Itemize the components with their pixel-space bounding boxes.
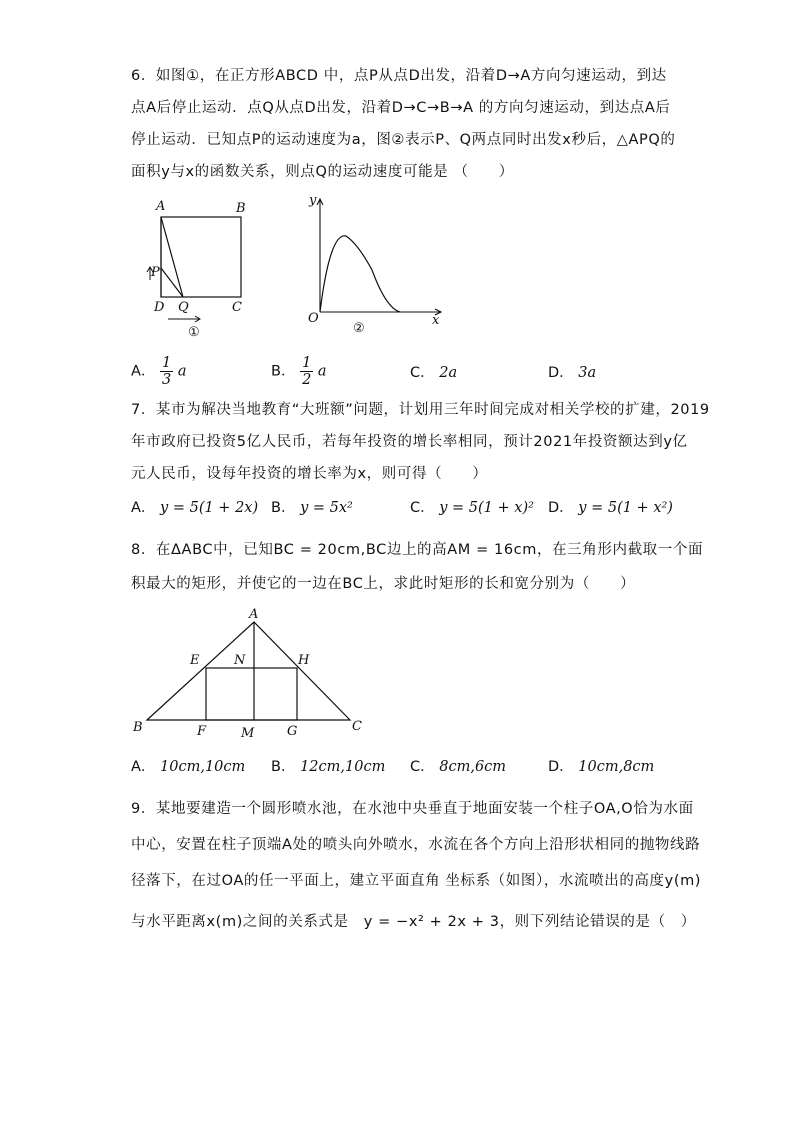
q7-line-3: 元人民币，设每年投资的增长率为x，则可得（ ） xyxy=(131,466,488,482)
q7-option-d[interactable]: D． y = 5(1 + x²) xyxy=(548,500,673,516)
label-C: C xyxy=(232,300,242,315)
q9-line-4: 与水平距离x(m)之间的关系式是 y = −x² + 2x + 3，则下列结论错误的是（ ） xyxy=(131,914,696,930)
label-G: G xyxy=(287,724,298,739)
origin-label: O xyxy=(308,311,319,326)
label-D: D xyxy=(154,300,165,315)
figure-1-label: ① xyxy=(188,325,200,340)
label-N: N xyxy=(234,653,246,668)
q7-line-2: 年市政府已投资5亿人民币，若每年投资的增长率相同，预计2021年投资额达到y亿 xyxy=(131,434,688,450)
q6-figure-2-graph xyxy=(300,192,450,342)
q7-option-b[interactable]: B． y = 5x² xyxy=(271,500,353,516)
label-B: B xyxy=(236,201,246,216)
q8-option-a[interactable]: A． 10cm,10cm xyxy=(131,759,246,775)
axis-x-label: x xyxy=(432,313,440,328)
figure-2-label: ② xyxy=(353,321,365,336)
q6-figure-1-square xyxy=(140,196,255,341)
q9-line-1: 9．某地要建造一个圆形喷水池，在水池中央垂直于地面安装一个柱子OA,O恰为水面 xyxy=(131,801,694,817)
label-H: H xyxy=(298,653,310,668)
label-C: C xyxy=(352,719,362,734)
q6-option-d[interactable]: D． 3a xyxy=(548,365,597,381)
q9-line-2: 中心，安置在柱子顶端A处的喷头向外喷水，水流在各个方向上沿形状相同的抛物线路 xyxy=(131,837,701,853)
q6-line-1: 6．如图①，在正方形ABCD 中，点P从点D出发，沿着D→A方向匀速运动，到达 xyxy=(131,68,667,84)
q6-option-a[interactable]: A． $\frac{1}{3}$ a xyxy=(131,355,187,388)
label-Q: Q xyxy=(178,300,189,315)
q8-option-d[interactable]: D． 10cm,8cm xyxy=(548,759,655,775)
q6-option-b[interactable]: B． $\frac{1}{2}$ a xyxy=(271,355,327,388)
label-B: B xyxy=(133,720,143,735)
label-E: E xyxy=(190,653,200,668)
axis-y-label: y xyxy=(309,193,317,208)
label-F: F xyxy=(197,724,207,739)
q8-triangle-figure xyxy=(128,606,378,744)
q7-option-a[interactable]: A． y = 5(1 + 2x) xyxy=(131,500,259,516)
q7-option-c[interactable]: C． y = 5(1 + x)² xyxy=(410,500,534,516)
label-A: A xyxy=(156,199,166,214)
label-M: M xyxy=(241,726,255,741)
q7-line-1: 7．某市为解决当地教育“大班额”问题，计划用三年时间完成对相关学校的扩建，2019 xyxy=(131,402,710,418)
q6-option-c[interactable]: C． 2a xyxy=(410,365,458,381)
q8-option-c[interactable]: C． 8cm,6cm xyxy=(410,759,507,775)
q6-line-2: 点A后停止运动．点Q从点D出发，沿着D→C→B→A 的方向匀速运动，到达点A后 xyxy=(131,100,671,116)
label-A: A xyxy=(249,607,259,622)
q8-option-b[interactable]: B． 12cm,10cm xyxy=(271,759,386,775)
q9-line-3: 径落下，在过OA的任一平面上，建立平面直角 坐标系（如图），水流喷出的高度y(m) xyxy=(131,873,702,889)
q6-line-3: 停止运动．已知点P的运动速度为a，图②表示P、Q两点同时出发x秒后，△APQ的 xyxy=(131,132,676,148)
q6-line-4: 面积y与x的函数关系，则点Q的运动速度可能是 （ ） xyxy=(131,164,514,180)
q8-line-2: 积最大的矩形，并使它的一边在BC上，求此时矩形的长和宽分别为（ ） xyxy=(131,576,636,592)
label-P: P xyxy=(151,265,160,280)
q8-line-1: 8．在ΔABC中，已知BC = 20cm,BC边上的高AM = 16cm，在三角形内截取一个面 xyxy=(131,542,704,558)
